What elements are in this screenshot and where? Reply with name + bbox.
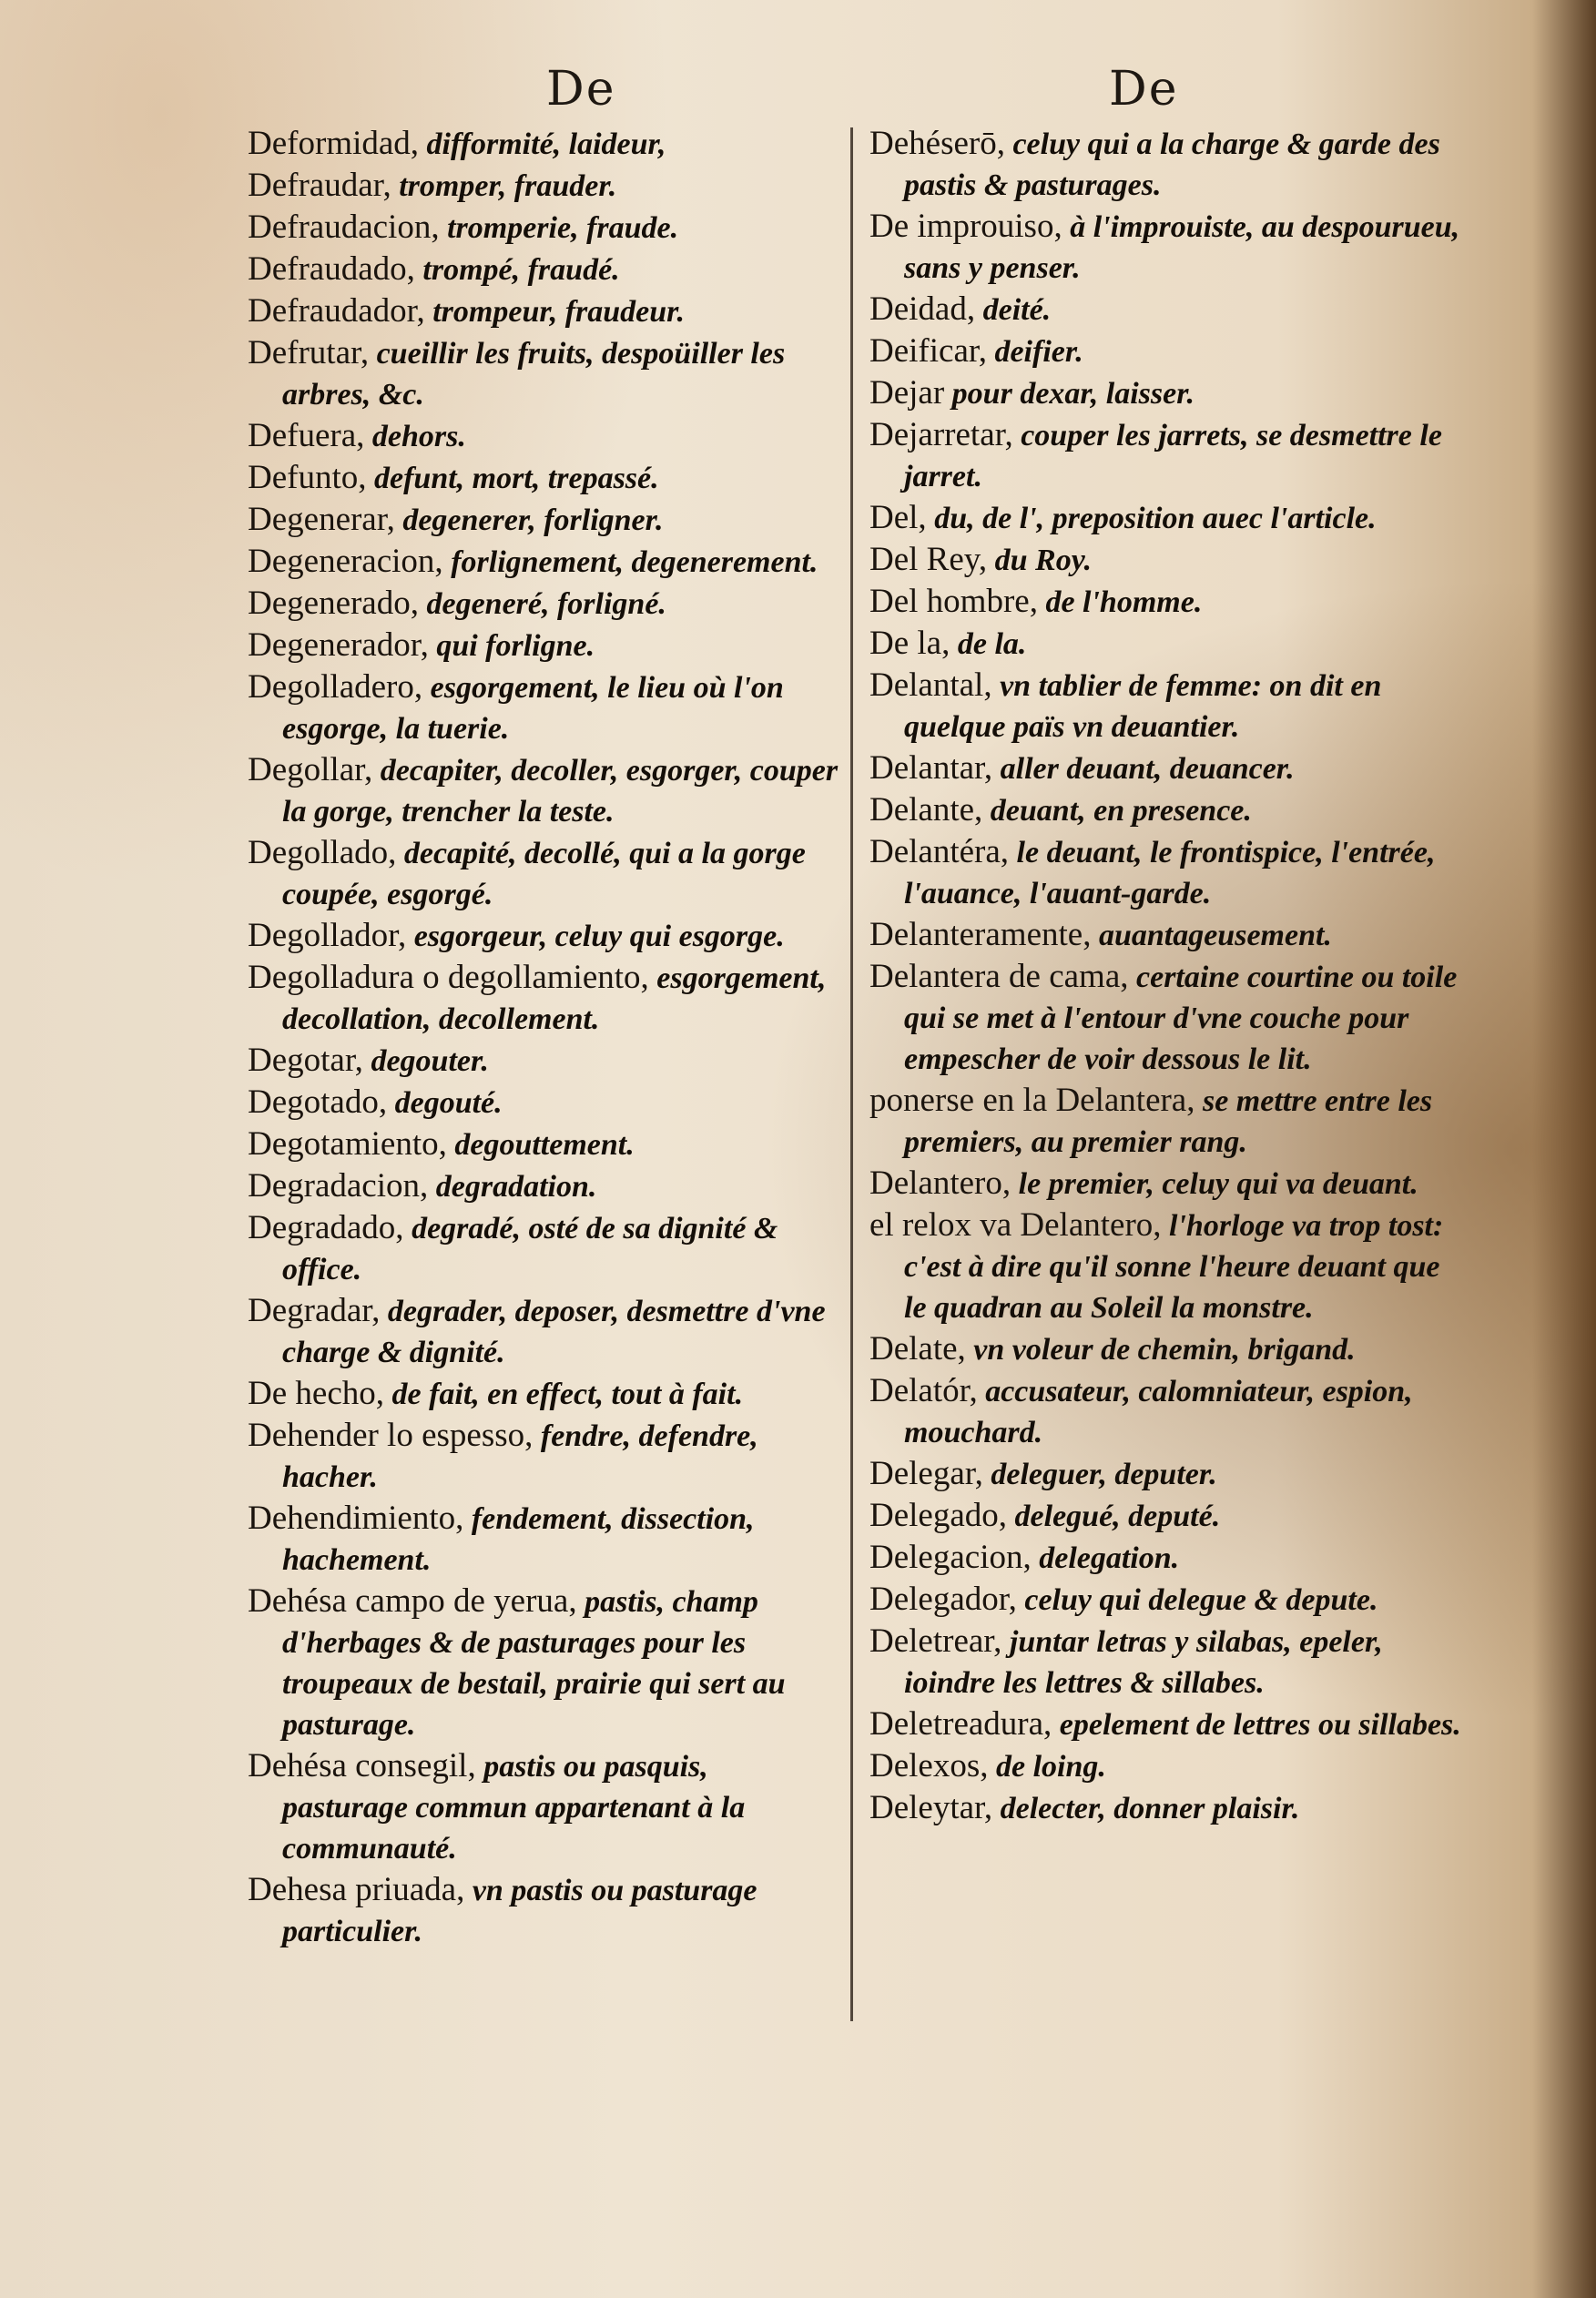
dictionary-entry bbox=[869, 372, 1461, 414]
dictionary-entry bbox=[248, 165, 839, 207]
entry-headword: Degollar, bbox=[248, 751, 373, 788]
entry-headword: Delantal, bbox=[869, 666, 992, 704]
entry-translation: decapiter, decoller, esgorger, couper la gorge, trencher la teste. bbox=[282, 754, 839, 829]
entry-translation: certaine courtine ou toile qui se met à l'entour d'vne couche pour empescher de voir dessous le lit. bbox=[904, 961, 1458, 1076]
entry-translation: à l'improuiste, au despourueu, sans y penser. bbox=[904, 210, 1460, 285]
entry-translation: epelement de lettres ou sillabes. bbox=[1052, 1708, 1461, 1742]
dictionary-entry bbox=[869, 831, 1461, 914]
entry-translation: deuant, en presence. bbox=[982, 794, 1252, 828]
entry-translation: tromper, frauder. bbox=[391, 169, 617, 203]
dictionary-entry bbox=[869, 1703, 1461, 1745]
entry-translation: couper les jarrets, se desmettre le jarret. bbox=[904, 419, 1442, 493]
dictionary-entry bbox=[248, 1373, 839, 1415]
dictionary-entry bbox=[248, 666, 839, 749]
dictionary-entry bbox=[869, 789, 1461, 831]
dictionary-entry bbox=[869, 1579, 1461, 1621]
dictionary-entry bbox=[248, 625, 839, 666]
entry-translation: du Roy. bbox=[987, 544, 1093, 577]
column-divider bbox=[850, 127, 853, 2021]
dictionary-entry bbox=[248, 957, 839, 1040]
dictionary-entry bbox=[248, 832, 839, 915]
dictionary-entry bbox=[248, 1207, 839, 1290]
entry-translation: vn tablier de femme: on dit en quelque païs vn deuantier. bbox=[904, 669, 1382, 744]
entry-translation: degeneré, forligné. bbox=[418, 587, 666, 621]
entry-headword: Degenerar, bbox=[248, 501, 395, 538]
dictionary-entry bbox=[248, 1290, 839, 1373]
entry-translation: de l'homme. bbox=[1037, 585, 1203, 619]
entry-headword: Degeneracion, bbox=[248, 543, 443, 580]
entry-headword: Defuera, bbox=[248, 417, 365, 454]
dictionary-entry bbox=[248, 1745, 839, 1869]
entry-headword: Dejar bbox=[869, 374, 945, 412]
entry-headword: Delatór, bbox=[869, 1372, 978, 1409]
entry-translation: degouté. bbox=[387, 1086, 503, 1120]
dictionary-entry bbox=[248, 123, 839, 165]
dictionary-entry bbox=[869, 914, 1461, 956]
entry-translation: celuy qui a la charge & garde des pastis & pasturages. bbox=[904, 127, 1440, 202]
dictionary-entry bbox=[248, 1869, 839, 1952]
entry-translation: pour dexar, laisser. bbox=[944, 377, 1195, 411]
entry-translation: de la. bbox=[950, 627, 1027, 661]
entry-headword: De improuiso, bbox=[869, 208, 1062, 245]
dictionary-entry bbox=[869, 747, 1461, 789]
entry-translation: degradation. bbox=[428, 1170, 597, 1204]
dictionary-entry bbox=[248, 915, 839, 957]
entry-translation: fendre, defendre, hacher. bbox=[282, 1419, 758, 1494]
entry-translation: celuy qui delegue & depute. bbox=[1016, 1583, 1378, 1617]
dictionary-entry bbox=[869, 289, 1461, 330]
right-column bbox=[869, 123, 1461, 1829]
dictionary-entry bbox=[248, 541, 839, 583]
entry-headword: Degotar, bbox=[248, 1042, 363, 1079]
dictionary-entry bbox=[248, 1165, 839, 1207]
entry-headword: Degradar, bbox=[248, 1292, 381, 1329]
entry-headword: Defraudado, bbox=[248, 250, 415, 288]
dictionary-entry bbox=[869, 665, 1461, 747]
entry-headword: Dehésa consegil, bbox=[248, 1747, 476, 1785]
dictionary-entry bbox=[248, 1581, 839, 1745]
entry-headword: Delate, bbox=[869, 1330, 966, 1368]
dictionary-entry bbox=[248, 290, 839, 332]
dictionary-entry bbox=[869, 539, 1461, 581]
entry-headword: Dehéserō, bbox=[869, 125, 1005, 162]
dictionary-entry bbox=[869, 330, 1461, 372]
entry-headword: Degotado, bbox=[248, 1083, 388, 1121]
dictionary-entry bbox=[869, 1328, 1461, 1370]
entry-headword: Deletreadura, bbox=[869, 1705, 1052, 1743]
entry-translation: deleguer, deputer. bbox=[982, 1458, 1217, 1491]
dictionary-entry bbox=[869, 1495, 1461, 1537]
dictionary-entry bbox=[869, 1163, 1461, 1205]
dictionary-entry bbox=[248, 1498, 839, 1581]
entry-translation: juntar letras y silabas, epeler, ioindre les lettres & sillabes. bbox=[904, 1625, 1383, 1700]
dictionary-entry bbox=[869, 1453, 1461, 1495]
dictionary-entry bbox=[248, 1040, 839, 1082]
dictionary-entry bbox=[248, 583, 839, 625]
entry-headword: Deletrear, bbox=[869, 1622, 1002, 1660]
entry-headword: Defunto, bbox=[248, 459, 367, 496]
dictionary-entry bbox=[248, 1415, 839, 1498]
left-column bbox=[248, 123, 839, 1952]
entry-headword: Del Rey, bbox=[869, 541, 988, 578]
entry-headword: Dehesa priuada, bbox=[248, 1871, 465, 1908]
entry-headword: Delantera de cama, bbox=[869, 958, 1129, 995]
entry-headword: Degotamiento, bbox=[248, 1125, 447, 1163]
dictionary-entry bbox=[248, 249, 839, 290]
entry-headword: Delegador, bbox=[869, 1581, 1017, 1618]
entry-translation: forlignement, degenerement. bbox=[442, 545, 818, 579]
entry-headword: Deidad, bbox=[869, 290, 976, 328]
entry-translation: le deuant, le frontispice, l'entrée, l'auance, l'auant-garde. bbox=[904, 836, 1436, 910]
entry-translation: accusateur, calomniateur, espion, mouchard. bbox=[904, 1375, 1413, 1449]
entry-translation: difformité, laideur, bbox=[419, 127, 666, 161]
entry-translation: pastis ou pasquis, pasturage commun appartenant à la communauté. bbox=[282, 1750, 746, 1866]
entry-translation: de loing. bbox=[988, 1750, 1106, 1784]
entry-translation: auantageusement. bbox=[1091, 919, 1332, 952]
dictionary-entry bbox=[248, 1124, 839, 1165]
dictionary-entry bbox=[869, 1537, 1461, 1579]
entry-translation: esgorgeur, celuy qui esgorge. bbox=[406, 920, 785, 953]
dictionary-entry bbox=[869, 497, 1461, 539]
entry-translation: pastis, champ d'herbages & de pasturages pour les troupeaux de bestail, prairie qui sert au pasturage. bbox=[282, 1585, 786, 1742]
entry-headword: Degolladero, bbox=[248, 668, 423, 706]
entry-headword: Deformidad, bbox=[248, 125, 420, 162]
entry-translation: degradé, osté de sa dignité & office. bbox=[282, 1212, 778, 1286]
entry-translation: se mettre entre les premiers, au premier rang. bbox=[904, 1084, 1433, 1159]
entry-headword: Delante, bbox=[869, 791, 983, 829]
entry-translation: trompeur, fraudeur. bbox=[424, 295, 686, 329]
entry-translation: decapité, decollé, qui a la gorge coupée, esgorgé. bbox=[282, 837, 806, 911]
entry-translation: fendement, dissection, hachement. bbox=[282, 1502, 755, 1577]
entry-headword: De la, bbox=[869, 625, 950, 662]
dictionary-entry bbox=[869, 414, 1461, 497]
dictionary-entry bbox=[869, 123, 1461, 206]
entry-translation: degouttement. bbox=[446, 1128, 635, 1162]
entry-headword: Deificar, bbox=[869, 332, 987, 370]
entry-headword: Defraudacion, bbox=[248, 208, 440, 246]
entry-translation: vn pastis ou pasturage particulier. bbox=[282, 1874, 757, 1948]
dictionary-entry bbox=[869, 956, 1461, 1080]
running-head-right: De bbox=[1109, 62, 1179, 117]
entry-headword: Degenerador, bbox=[248, 626, 429, 664]
dictionary-entry bbox=[869, 1787, 1461, 1829]
entry-headword: Degenerado, bbox=[248, 585, 419, 622]
dictionary-entry bbox=[248, 207, 839, 249]
dictionary-entry bbox=[869, 1080, 1461, 1163]
entry-headword: Dejarretar, bbox=[869, 416, 1013, 453]
entry-translation: degrader, deposer, desmettre d'vne charge & dignité. bbox=[282, 1295, 826, 1369]
entry-headword: De hecho, bbox=[248, 1375, 384, 1412]
dictionary-entry bbox=[869, 623, 1461, 665]
entry-headword: Defrutar, bbox=[248, 334, 370, 371]
running-head-left: De bbox=[546, 62, 616, 117]
entry-headword: Delegado, bbox=[869, 1497, 1008, 1534]
entry-headword: Delanteramente, bbox=[869, 916, 1092, 953]
entry-headword: Delantéra, bbox=[869, 833, 1010, 870]
entry-translation: degouter. bbox=[362, 1044, 489, 1078]
entry-translation: de fait, en effect, tout à fait. bbox=[384, 1378, 744, 1411]
entry-headword: Dehender lo espesso, bbox=[248, 1417, 534, 1454]
dictionary-entry bbox=[869, 206, 1461, 289]
dictionary-entry bbox=[869, 1745, 1461, 1787]
dictionary-entry bbox=[869, 1205, 1461, 1328]
entry-headword: Defraudador, bbox=[248, 292, 425, 330]
entry-translation: le premier, celuy qui va deuant. bbox=[1011, 1167, 1418, 1201]
entry-translation: delegation. bbox=[1031, 1541, 1180, 1575]
entry-translation: esgorgement, decollation, decollement. bbox=[282, 961, 827, 1036]
entry-headword: Del hombre, bbox=[869, 583, 1038, 620]
entry-headword: Delantero, bbox=[869, 1164, 1011, 1202]
entry-headword: Delexos, bbox=[869, 1747, 989, 1785]
entry-translation: esgorgement, le lieu où l'on esgorge, la tuerie. bbox=[282, 671, 784, 746]
dictionary-entry bbox=[248, 457, 839, 499]
entry-translation: qui forligne. bbox=[428, 629, 595, 663]
entry-headword: Delegar, bbox=[869, 1455, 983, 1492]
entry-headword: Dehésa campo de yerua, bbox=[248, 1582, 577, 1620]
entry-headword: Degradado, bbox=[248, 1209, 404, 1246]
dictionary-entry bbox=[869, 581, 1461, 623]
entry-translation: defunt, mort, trepassé. bbox=[366, 462, 659, 495]
entry-headword: el relox va Delantero, bbox=[869, 1206, 1162, 1244]
entry-headword: Deleytar, bbox=[869, 1789, 993, 1826]
entry-headword: Defraudar, bbox=[248, 167, 391, 204]
dictionary-entry bbox=[248, 415, 839, 457]
entry-headword: Degradacion, bbox=[248, 1167, 429, 1205]
dictionary-entry bbox=[248, 332, 839, 415]
entry-translation: du, de l', preposition auec l'article. bbox=[926, 502, 1377, 535]
entry-translation: l'horloge va trop tost: c'est à dire qu'il sonne l'heure deuant que le quadran au Soleil la monstre. bbox=[904, 1209, 1444, 1325]
entry-headword: Del, bbox=[869, 499, 927, 536]
entry-headword: ponerse en la Delantera, bbox=[869, 1082, 1195, 1119]
dictionary-entry bbox=[869, 1370, 1461, 1453]
dictionary-entry bbox=[869, 1621, 1461, 1703]
entry-translation: tromperie, fraude. bbox=[439, 211, 679, 245]
dictionary-entry bbox=[248, 749, 839, 832]
entry-headword: Degollador, bbox=[248, 917, 407, 954]
entry-translation: vn voleur de chemin, brigand. bbox=[965, 1333, 1356, 1367]
dictionary-entry bbox=[248, 499, 839, 541]
entry-translation: deifier. bbox=[986, 335, 1083, 369]
entry-translation: dehors. bbox=[364, 420, 466, 453]
entry-translation: delegué, deputé. bbox=[1007, 1500, 1221, 1533]
entry-headword: Degolladura o degollamiento, bbox=[248, 959, 649, 996]
entry-translation: cueillir les fruits, despoüiller les arbres, &c. bbox=[282, 337, 786, 412]
dictionary-entry bbox=[248, 1082, 839, 1124]
entry-headword: Dehendimiento, bbox=[248, 1500, 464, 1537]
entry-translation: deité. bbox=[975, 293, 1052, 327]
entry-headword: Delegacion, bbox=[869, 1539, 1032, 1576]
entry-headword: Degollado, bbox=[248, 834, 397, 871]
entry-translation: trompé, fraudé. bbox=[414, 253, 620, 287]
entry-translation: degenerer, forligner. bbox=[394, 503, 664, 537]
entry-translation: delecter, donner plaisir. bbox=[992, 1792, 1300, 1825]
entry-headword: Delantar, bbox=[869, 749, 993, 787]
entry-translation: aller deuant, deuancer. bbox=[992, 752, 1295, 786]
